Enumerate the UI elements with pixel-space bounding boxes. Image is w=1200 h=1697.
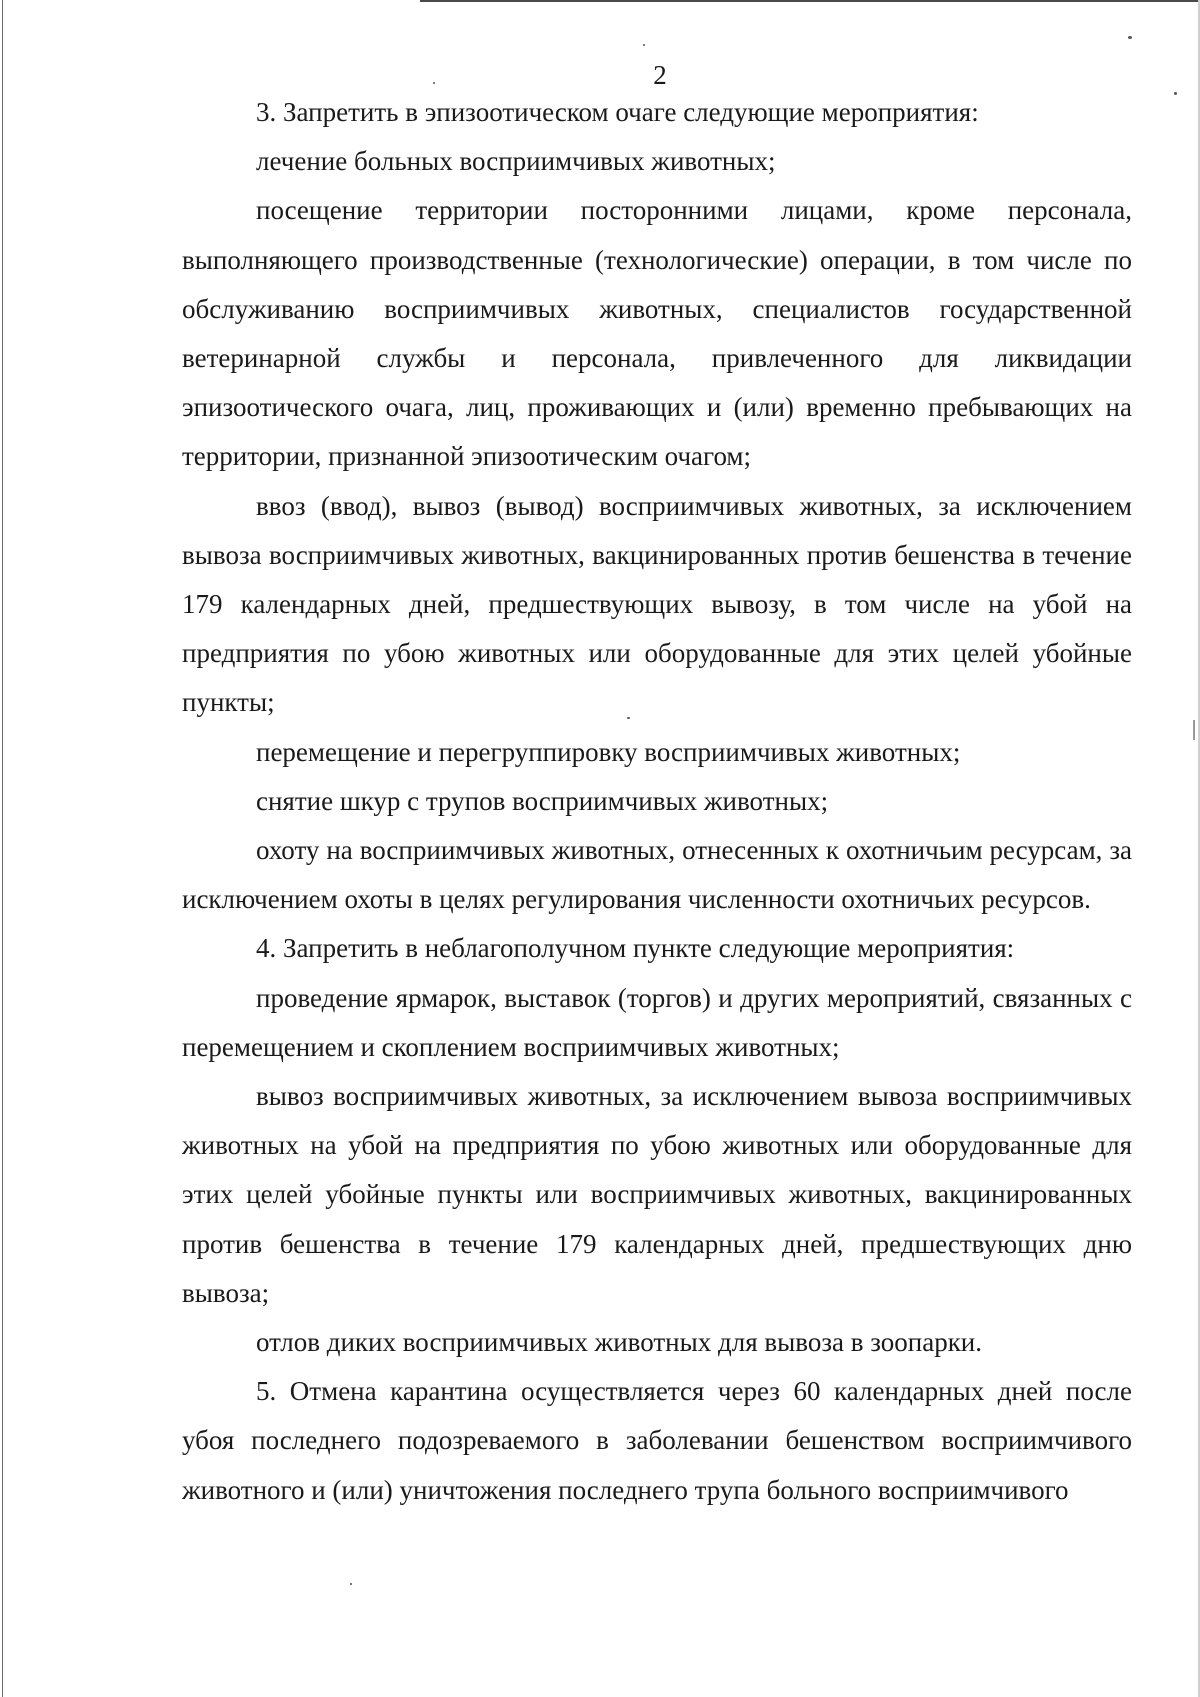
- paragraph-skinning: снятие шкур с трупов восприимчивых животных;: [256, 785, 829, 816]
- paragraph-territory-visits: посещение территории посторонними лицами, кроме персонала, выполняющего производственные (технологические) операции, в том числе по обслуживанию восприимчивых животных, специалистов государственной ветеринарной службы и персонала, привлеченного для ликвидации эпизоотического очага, лиц, проживающих и (или) временно пребывающих на территории, признанной эпизоотическим очагом;: [182, 195, 1132, 472]
- scan-speck: [1128, 36, 1132, 39]
- scan-speck: [350, 1583, 352, 1585]
- scan-speck: [1174, 92, 1177, 95]
- paragraph-item-4-heading: 4. Запретить в неблагополучном пункте следующие мероприятия:: [256, 933, 1015, 964]
- paragraph-regrouping: перемещение и перегруппировку восприимчивых животных;: [256, 736, 961, 767]
- paragraph-removal: вывоз восприимчивых животных, за исключением вывоза восприимчивых животных на убой на предприятия по убою животных или оборудованные для этих целей убойные пункты или восприимчивых животных, вакцинированных против бешенства в течение 179 календарных дней, предшествующих дню вывоза;: [182, 1081, 1132, 1308]
- paragraph-import-export: ввоз (ввод), вывоз (вывод) восприимчивых животных, за исключением вывоза восприимчивых животных, вакцинированных против бешенства в течение 179 календарных дней, предшествующих вывозу, в том числе на убой на предприятия по убою животных или оборудованные для этих целей убойные пункты;: [182, 490, 1132, 718]
- scan-speck: [643, 44, 645, 46]
- paragraph-treatment: лечение больных восприимчивых животных;: [256, 146, 776, 177]
- paragraph-hunting: охоту на восприимчивых животных, отнесенных к охотничьим ресурсам, за исключением охоты в целях регулирования численности охотничьих ресурсов.: [182, 835, 1132, 915]
- document-body: [182, 88, 1132, 1515]
- scan-left-edge: [2, 0, 3, 1697]
- paragraph-item-5-quarantine: 5. Отмена карантина осуществляется через 60 календарных дней после убоя последнего подозреваемого в заболевании бешенством восприимчивого животного и (или) уничтожения последнего трупа больного восприимчивого: [182, 1376, 1132, 1505]
- scan-top-edge: [420, 0, 1200, 2]
- paragraph-fairs: проведение ярмарок, выставок (торгов) и других мероприятий, связанных с перемещением и скоплением восприимчивых животных;: [182, 982, 1132, 1062]
- paragraph-trapping: отлов диких восприимчивых животных для вывоза в зоопарки.: [256, 1327, 983, 1358]
- paragraph-item-3-heading: 3. Запретить в эпизоотическом очаге следующие мероприятия:: [256, 97, 979, 127]
- scan-mark: [1193, 720, 1195, 740]
- page-number: 2: [653, 60, 667, 90]
